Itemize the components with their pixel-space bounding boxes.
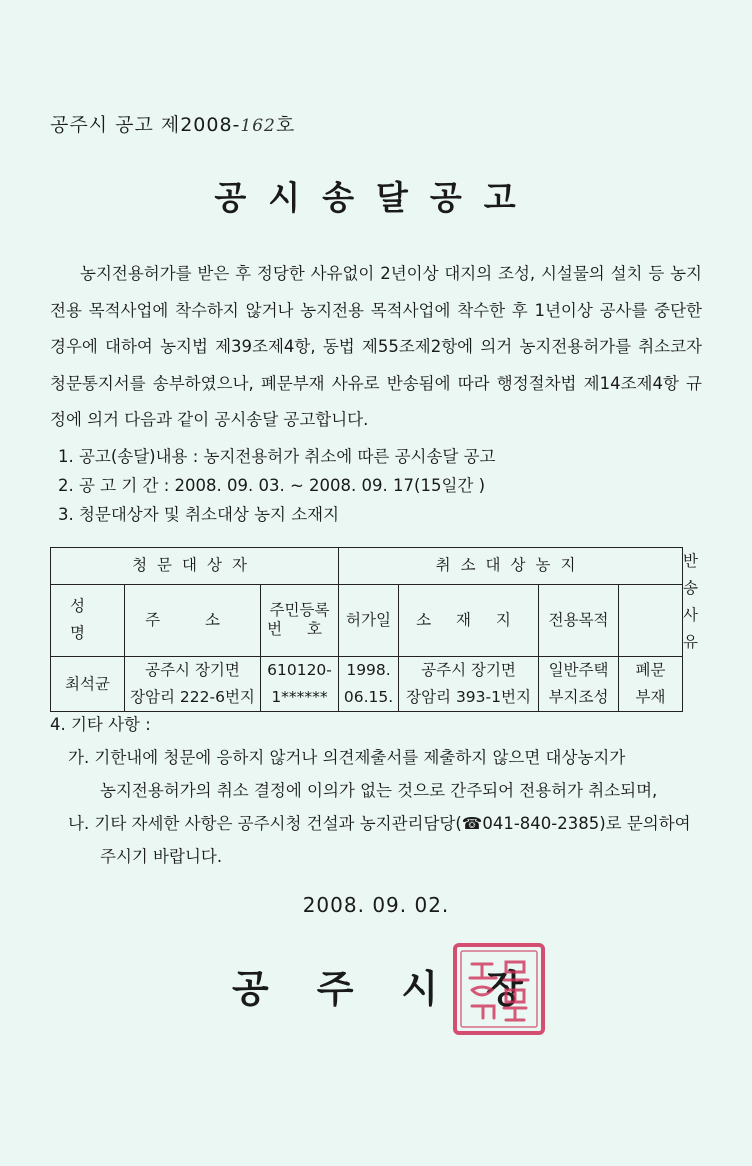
header-regno-line2: 번 호 [267,620,332,639]
header-name: 성 명 [51,584,125,656]
handwritten-number: 162 [240,116,276,136]
cell-regno [261,657,339,712]
cell-date-line1: 1998. [346,661,391,679]
page-title: 공시송달공고 [214,178,538,217]
notice-items [58,442,496,529]
header-hearing-group: 청문대상자 [51,548,339,585]
header-regno [261,584,339,656]
notice-number [50,110,295,137]
header-regno-line1: 주민등록 [269,601,330,620]
cell-address [125,657,261,712]
other-a-line2: 농지전용허가의 취소 결정에 이의가 없는 것으로 간주되어 전용허가 취소되며, [100,781,658,800]
cell-reason-line2: 부재 [635,688,666,706]
cell-reason-line1: 폐문 [635,661,666,679]
notice-number-suffix: 호 [275,114,296,136]
other-item-b [50,807,710,873]
signer-title: 공주시장 [232,967,571,1011]
other-item-a [50,741,710,807]
item-period: 2. 공 고 기 간 : 2008. 09. 03. ~ 2008. 09. 17(15일간 ) [58,476,486,495]
cell-location-line1: 공주시 장기면 [421,661,516,679]
other-a-line1: 가. 기한내에 청문에 응하지 않거나 의견제출서를 제출하지 않으면 대상농지가 [68,748,626,767]
cell-purpose-line1: 일반주택 [548,661,609,679]
cell-address-line1: 공주시 장기면 [145,661,240,679]
body-paragraph: 농지전용허가를 받은 후 정당한 사유없이 2년이상 대지의 조성, 시설물의 설치 등 농지전용 목적사업에 착수하지 않거나 농지전용 목적사업에 착수한 후 1년이상 공사를 중단한 경우에 대하여 농지법 제39조제4항, 동법 제55조제2항에 의거 농지전용허가를 취소코자 청문통지서를 송부하였으나, 폐문부재 사유로 반송됨에 따라 행정절차법 제14조제4항 규정에 의거 다음과 같이 공시송달 공고합니다. [50,264,702,429]
cell-address-line2: 장암리 222-6번지 [130,688,255,706]
other-heading: 4. 기타 사항 : [50,715,151,734]
cell-location [399,657,539,712]
header-location: 소 재 지 [399,584,539,656]
other-matters [50,708,710,873]
cell-permit-date [339,657,399,712]
item-target: 3. 청문대상자 및 취소대상 농지 소재지 [58,505,340,524]
other-b-line2: 주시기 바랍니다. [100,847,223,866]
cell-purpose [539,657,619,712]
item-content: 1. 공고(송달)내용 : 농지전용허가 취소에 따른 공시송달 공고 [58,447,496,466]
header-permit-date: 허가일 [339,584,399,656]
table-row [51,657,683,712]
cell-date-line2: 06.15. [343,688,394,706]
notice-number-prefix: 공주시 공고 제2008- [50,114,241,136]
cell-return-reason [619,657,683,712]
cell-regno-line1: 610120- [267,661,332,679]
cell-location-line2: 장암리 393-1번지 [406,688,531,706]
header-land-group: 취소대상농지 [339,548,683,585]
header-address: 주 소 [125,584,261,656]
cell-regno-line2: 1****** [271,688,328,706]
other-b-line1: 나. 기타 자세한 사항은 공주시청 건설과 농지관리담당(☎041-840-2385)로 문의하여 [68,814,691,833]
official-seal-icon [452,942,546,1036]
cell-name: 최석균 [51,657,125,712]
notice-body [50,256,702,439]
target-table: 청문대상자 취소대상농지 반송 사유 성 명 주 소 주민등록 번 호 허가일 소 재 지 전용목적 최석균 공주시 장기면 장암리 222-6번지 610120- 1****** 1998. 06.15. 공주시 장기면 장암리 393-1번지 일반주택 부지조성 폐문 부재 [50,547,683,712]
header-purpose: 전용목적 [539,584,619,656]
cell-purpose-line2: 부지조성 [548,688,609,706]
notice-date: 2008. 09. 02. [302,893,450,917]
